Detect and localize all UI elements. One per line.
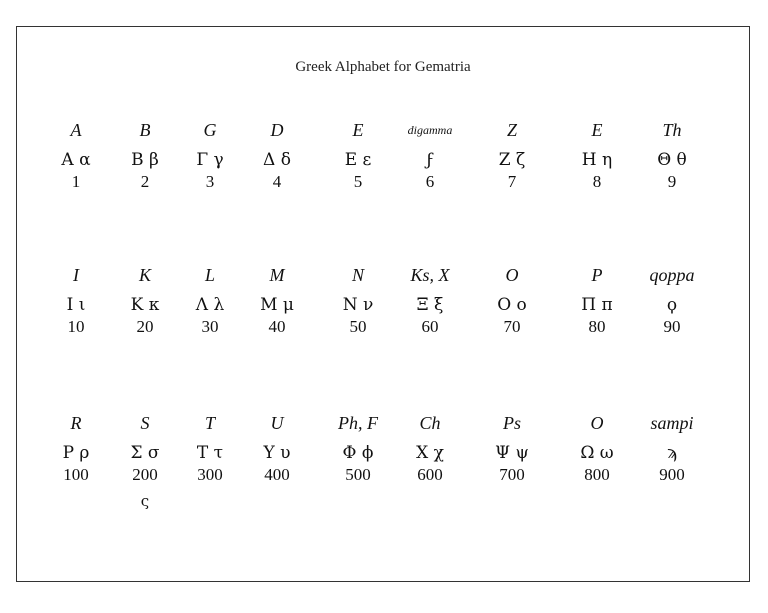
numeric-value: 50 xyxy=(349,317,367,336)
greek-letters: Γ γ xyxy=(196,150,224,170)
transliteration: N xyxy=(351,265,364,285)
letter-cell xyxy=(242,117,312,193)
transliteration: digamma xyxy=(407,123,453,137)
greek-letters: Α α xyxy=(61,150,91,170)
numeric-value: 2 xyxy=(140,172,150,191)
transliteration: E xyxy=(591,120,603,140)
letter-cell xyxy=(637,117,707,193)
transliteration: sampi xyxy=(650,413,694,433)
letter-cell xyxy=(477,262,547,338)
letter-cell xyxy=(110,262,180,338)
letter-cell xyxy=(562,262,632,338)
greek-letters: ϙ xyxy=(666,295,678,315)
letter-cell xyxy=(477,410,547,486)
transliteration: R xyxy=(70,413,82,433)
numeric-value: 100 xyxy=(63,465,89,484)
greek-letters: ϡ xyxy=(667,443,677,463)
greek-letters: Ζ ζ xyxy=(498,150,526,170)
greek-letters: Χ χ xyxy=(416,443,444,463)
final-sigma: ς xyxy=(140,492,150,510)
letter-cell xyxy=(562,117,632,193)
greek-letters: Η η xyxy=(581,150,613,170)
transliteration: Ph, F xyxy=(338,413,378,433)
greek-letters: Ε ε xyxy=(344,150,372,170)
numeric-value: 40 xyxy=(268,317,286,336)
numeric-value: 8 xyxy=(592,172,602,191)
greek-letters: ϝ xyxy=(426,150,434,170)
transliteration: E xyxy=(352,120,364,140)
letter-cell xyxy=(323,410,393,486)
numeric-value: 9 xyxy=(667,172,677,191)
numeric-value: 80 xyxy=(588,317,606,336)
letter-cell xyxy=(110,117,180,193)
transliteration: Ch xyxy=(419,413,441,433)
greek-letters: Θ θ xyxy=(657,150,687,170)
greek-letters: Ψ ψ xyxy=(495,443,529,463)
transliteration: O xyxy=(590,413,604,433)
letter-cell xyxy=(41,117,111,193)
letter-cell xyxy=(637,262,707,338)
greek-letters: Μ μ xyxy=(260,295,294,315)
numeric-value: 1 xyxy=(71,172,81,191)
numeric-value: 3 xyxy=(205,172,215,191)
letter-cell xyxy=(175,117,245,193)
letter-cell xyxy=(395,117,465,193)
transliteration: L xyxy=(204,265,215,285)
transliteration: O xyxy=(505,265,519,285)
letter-cell xyxy=(323,117,393,193)
numeric-value: 60 xyxy=(421,317,439,336)
greek-letters: Υ υ xyxy=(263,443,291,463)
greek-letters: Ρ ρ xyxy=(62,443,90,463)
transliteration: Th xyxy=(662,120,682,140)
letter-cell xyxy=(175,262,245,338)
letter-cell xyxy=(323,262,393,338)
greek-letters: Ι ι xyxy=(66,295,86,315)
transliteration: qoppa xyxy=(649,265,695,285)
letter-cell xyxy=(242,410,312,486)
greek-letters: Π π xyxy=(581,295,613,315)
letter-cell xyxy=(477,117,547,193)
transliteration: Ps xyxy=(503,413,521,433)
transliteration: P xyxy=(591,265,603,285)
greek-letters: Ξ ξ xyxy=(416,295,444,315)
transliteration: B xyxy=(139,120,151,140)
greek-letters: Ω ω xyxy=(580,443,614,463)
greek-letters: Β β xyxy=(131,150,159,170)
letter-cell xyxy=(395,262,465,338)
transliteration: A xyxy=(70,120,82,140)
greek-letters: Δ δ xyxy=(263,150,291,170)
numeric-value: 7 xyxy=(507,172,517,191)
numeric-value: 600 xyxy=(417,465,443,484)
letter-cell xyxy=(41,410,111,486)
greek-letters: Ο ο xyxy=(497,295,527,315)
letter-cell xyxy=(395,410,465,486)
numeric-value: 200 xyxy=(132,465,158,484)
greek-letters: Λ λ xyxy=(195,295,225,315)
transliteration: D xyxy=(270,120,284,140)
transliteration: G xyxy=(203,120,217,140)
letter-cell xyxy=(562,410,632,486)
numeric-value: 900 xyxy=(659,465,685,484)
numeric-value: 400 xyxy=(264,465,290,484)
transliteration: T xyxy=(204,413,215,433)
letter-cell xyxy=(110,410,180,512)
numeric-value: 6 xyxy=(425,172,435,191)
page-title: Greek Alphabet for Gematria xyxy=(295,59,471,75)
greek-letters: Φ ϕ xyxy=(342,443,374,463)
numeric-value: 300 xyxy=(197,465,223,484)
letter-cell xyxy=(242,262,312,338)
greek-letters: Τ τ xyxy=(196,443,224,463)
transliteration: Z xyxy=(506,120,517,140)
greek-letters: Κ κ xyxy=(130,295,160,315)
letter-cell xyxy=(41,262,111,338)
transliteration: S xyxy=(140,413,150,433)
greek-letters: Σ σ xyxy=(130,443,160,463)
numeric-value: 4 xyxy=(272,172,282,191)
alphabet-sheet xyxy=(16,26,750,582)
letter-cell xyxy=(637,410,707,486)
transliteration: M xyxy=(269,265,285,285)
numeric-value: 70 xyxy=(503,317,521,336)
numeric-value: 30 xyxy=(201,317,219,336)
transliteration: K xyxy=(138,265,151,285)
transliteration: U xyxy=(270,413,284,433)
transliteration: I xyxy=(73,265,79,285)
numeric-value: 20 xyxy=(136,317,154,336)
numeric-value: 5 xyxy=(353,172,363,191)
numeric-value: 90 xyxy=(663,317,681,336)
numeric-value: 700 xyxy=(499,465,525,484)
numeric-value: 10 xyxy=(67,317,85,336)
numeric-value: 800 xyxy=(584,465,610,484)
letter-cell xyxy=(175,410,245,486)
greek-letters: Ν ν xyxy=(342,295,374,315)
numeric-value: 500 xyxy=(345,465,371,484)
transliteration: Ks, X xyxy=(410,265,450,285)
